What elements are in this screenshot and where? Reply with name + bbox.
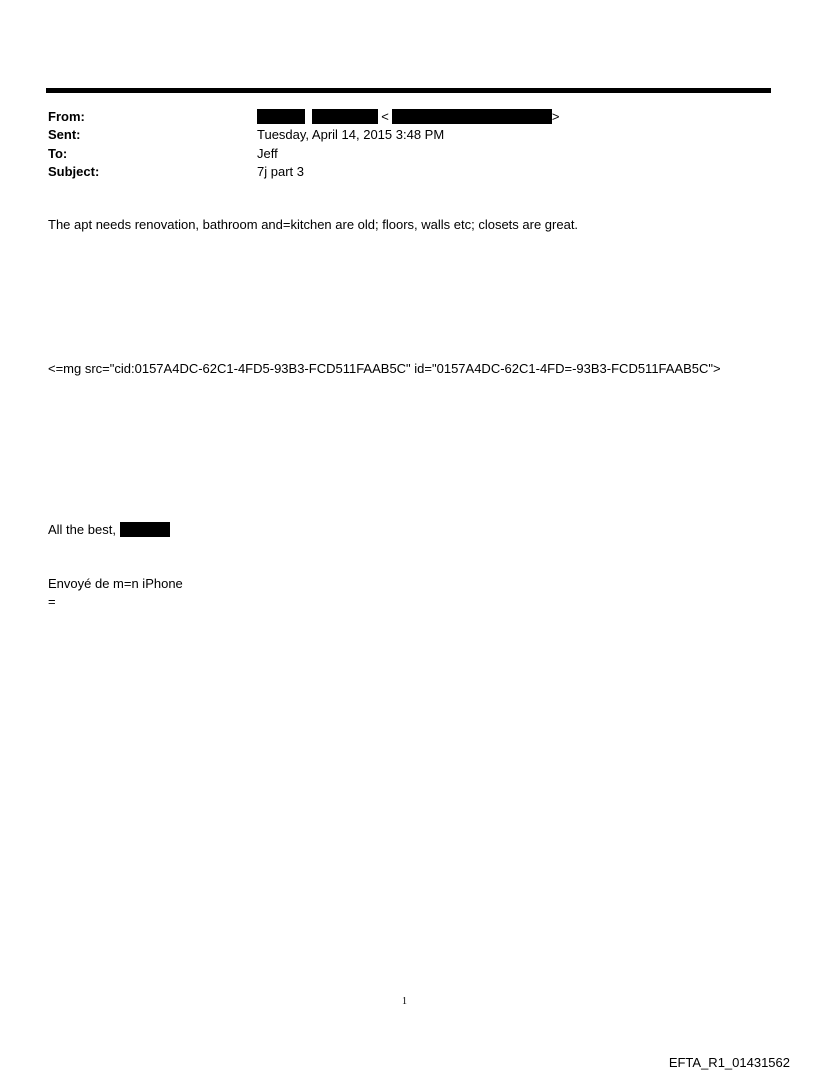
image-placeholder-text: <=mg src="cid:0157A4DC-62C1-4FD5-93B3-FCD511FAAB5C" id="0157A4DC-62C1-4FD=-93B3-FCD511FAAB5C"> <box>48 361 721 376</box>
body-paragraph: The apt needs renovation, bathroom and=kitchen are old; floors, walls etc; closets are great. <box>48 217 579 232</box>
trailer-line: = <box>48 594 56 609</box>
bates-number: EFTA_R1_01431562 <box>668 1055 790 1070</box>
from-value <box>257 108 559 125</box>
signoff-text: All the best, <box>48 522 116 537</box>
email-open-bracket: < <box>381 109 389 124</box>
redaction-box <box>312 109 378 124</box>
sent-label: Sent: <box>48 127 81 142</box>
email-close-bracket: > <box>551 109 560 124</box>
signoff-line <box>48 521 170 538</box>
sent-value: Tuesday, April 14, 2015 3:48 PM <box>257 127 445 142</box>
to-value: Jeff <box>257 146 278 161</box>
subject-value: 7j part 3 <box>257 164 304 179</box>
redaction-box <box>120 522 170 537</box>
subject-label: Subject: <box>48 164 100 179</box>
redaction-box <box>257 109 305 124</box>
to-label: To: <box>48 146 68 161</box>
header-rule <box>46 88 771 93</box>
page-number: 1 <box>402 996 407 1007</box>
from-label: From: <box>48 109 85 124</box>
sent-from-line: Envoyé de m=n iPhone <box>48 576 183 591</box>
redaction-box <box>392 109 552 124</box>
